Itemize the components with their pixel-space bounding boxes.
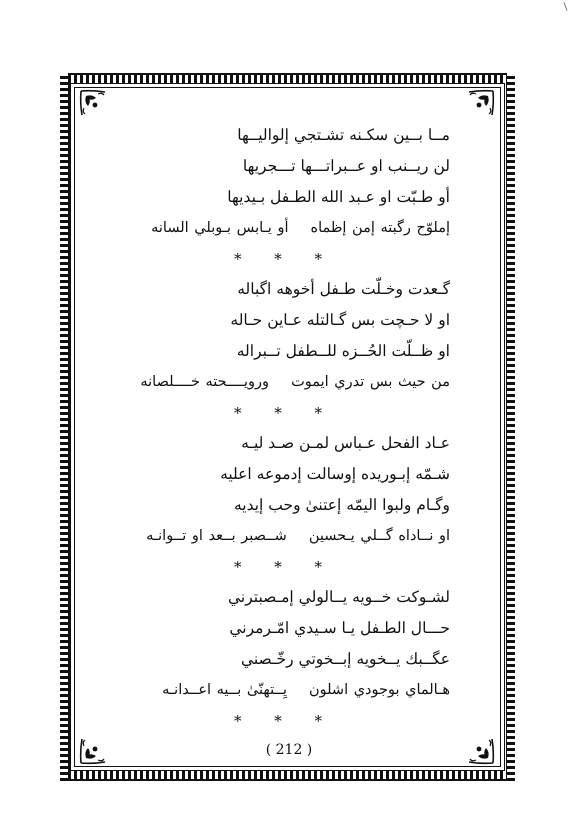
- verse-half-left: أو يـابس بـوبلي السانه: [151, 220, 289, 236]
- poem-line: او لا حـچت بس گـالتله عـاين حـاله: [230, 311, 450, 329]
- page-number: ( 212 ): [265, 742, 313, 758]
- poem-final-line: [120, 521, 450, 552]
- scan-mark: [563, 2, 567, 11]
- verse-half-left: يِــتهنّىٰ بــيه اعــدانـه: [162, 682, 287, 698]
- corner-ornament-icon: [78, 88, 108, 118]
- poem-line: لن ريــنب او عــبراتـــها تـــجريها: [242, 157, 450, 175]
- poem-line: گـعدت وخـلّت طـفل أخوهه اگباله: [237, 280, 450, 298]
- stanza-separator: * * *: [233, 404, 337, 422]
- poem-line: وگـام ولبوا اليمّه إعتنىٰ وحب إيديه: [233, 496, 450, 514]
- stanza-separator: * * *: [233, 250, 337, 268]
- poem-final-line: [120, 213, 450, 244]
- poem-line: أو طـبّت او عـبد الله الطـفل بـيديها: [227, 188, 450, 206]
- verse-half-left: ورويــــحته خــــلصانه: [140, 374, 270, 390]
- stanza-separator: * * *: [233, 712, 337, 730]
- poem-line: او ظــلّت الحُــزه للــطفل تــبراله: [236, 342, 450, 360]
- poem: [120, 120, 450, 736]
- verse-half-right: إملوّح رگبته إمن إظماه: [310, 220, 450, 236]
- verse-half-right: هـالماي بوجودي اشلون: [308, 682, 450, 698]
- poem-line: حـــال الطـفل يـا سـيدي امّـرمرني: [229, 619, 450, 637]
- poem-line: شـمّه إبـوريده إوسالت إدموعه اعليه: [220, 465, 450, 483]
- poem-line: مــا بــين سكـنه تشـتجي إلواليــها: [237, 126, 450, 144]
- poem-final-line: [120, 367, 450, 398]
- poem-line: عگــبك يــخويه إبــخوتي رخّـصني: [240, 650, 450, 668]
- poem-line: عـاد الفحل عـباس لمـن صـد ليـه: [241, 434, 450, 452]
- poem-line: لشـوكت خــويه يــالولي إمـصبترني: [228, 588, 450, 606]
- corner-ornament-icon: [466, 88, 496, 118]
- stanza-separator: * * *: [233, 558, 337, 576]
- verse-half-right: من حيث بس تدري ايموت: [291, 374, 450, 390]
- verse-half-left: شــصبر بــعد او تــوانـه: [146, 528, 287, 544]
- poem-final-line: [120, 675, 450, 706]
- verse-half-right: او نــاداه گــلي يـحسين: [308, 528, 450, 544]
